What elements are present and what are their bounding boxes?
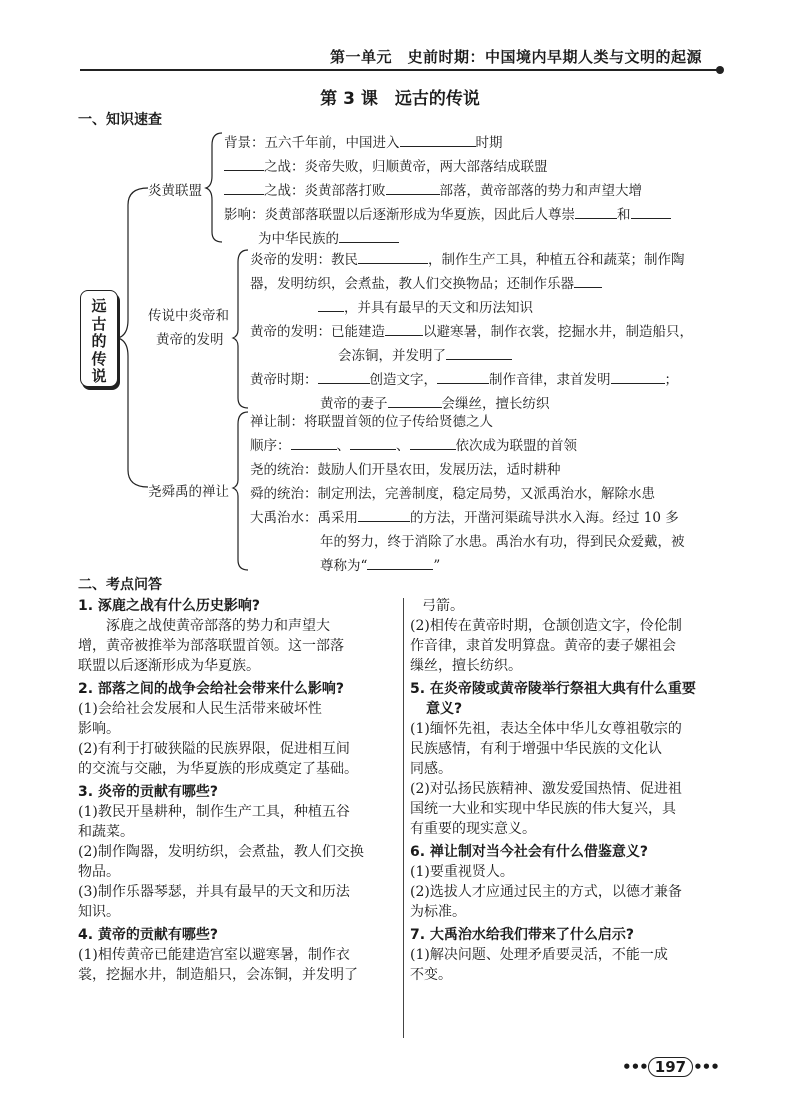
answer-line: 民族感情，有利于增强中华民族的文化认 [410,741,662,757]
branch-inventions-label-1: 传说中炎帝和 [148,308,229,324]
answer-line: (1)缅怀先祖，表达全体中华儿女尊祖敬宗的 [410,721,682,737]
blank-field[interactable] [575,204,617,219]
answer-line: (1)教民开垦耕种，制作生产工具，种植五谷 [78,804,350,820]
answer-line: (1)相传黄帝已能建造宫室以避寒暑，制作衣 [78,947,350,963]
column-divider [403,598,404,1038]
blank-field[interactable] [318,369,370,384]
question-5: 5. 在炎帝陵或黄帝陵举行祭祖大典有什么重要 [410,681,696,697]
answer-line: 弓箭。 [422,598,464,614]
answer-line: 不变。 [410,967,452,983]
blank-field[interactable] [400,132,476,147]
b3-line3: 尧的统治：鼓励人们开垦农田，发展历法，适时耕种 [250,462,561,478]
answer-line: 和蔬菜。 [78,824,134,840]
root-char-1: 远 [91,297,107,315]
b3-line5: 大禹治水：禹采用 的方法，开凿河渠疏导洪水入海。经过 10 多 [250,506,679,526]
root-char-3: 的 [91,332,107,350]
blank-field[interactable] [367,555,433,570]
blank-field[interactable] [385,321,423,336]
b3-line7: 尊称为“ ” [320,554,440,574]
answer-line: 物品。 [78,864,120,880]
branch-yanhuang-label: 炎黄联盟 [148,183,202,199]
page-number [622,1057,719,1077]
b2-line2: 器，发明纺织，会煮盐，教人们交换物品；还制作乐器 [250,272,602,292]
b2-line7: 黄帝的妻子 会缫丝，擅长纺织 [320,392,550,412]
unit-title: 第一单元 史前时期：中国境内早期人类与文明的起源 [329,48,702,66]
blank-field[interactable] [388,393,442,408]
blank-field[interactable] [339,228,399,243]
b2-line1: 炎帝的发明：教民 ，制作生产工具，种植五谷和蔬菜；制作陶 [250,248,685,268]
section-heading-knowledge: 一、知识速查 [78,112,162,128]
answer-line: 增，黄帝被推举为部落联盟首领。这一部落 [78,638,344,654]
answer-line: 涿鹿之战使黄帝部落的势力和声望大 [78,618,330,634]
answer-line: 国统一大业和实现中华民族的伟大复兴，具 [410,801,676,817]
b3-line6: 年的努力，终于消除了水患。禹治水有功，得到民众爱戴，被 [320,534,685,550]
b1-line4: 影响：炎黄部落联盟以后逐渐形成为华夏族，因此后人尊崇 和 [224,203,671,223]
answer-line: (1)解决问题、处理矛盾要灵活，不能一成 [410,947,668,963]
question-5-cont: 意义? [426,701,463,717]
blank-field[interactable] [350,435,396,450]
question-1: 1. 涿鹿之战有什么历史影响? [78,598,261,614]
blank-field[interactable] [291,435,337,450]
b1-line1: 背景：五六千年前，中国进入 时期 [224,131,503,151]
answer-line: 同感。 [410,761,452,777]
blank-field[interactable] [611,369,665,384]
b1-line3: 之战：炎黄部落打败 部落，黄帝部落的势力和声望大增 [224,179,642,199]
blank-field[interactable] [224,156,264,171]
answer-line: 影响。 [78,721,120,737]
page-dots-right: ••• [693,1058,719,1076]
section-heading-qa: 二、考点问答 [78,577,162,593]
blank-field[interactable] [631,204,671,219]
answer-line: 有重要的现实意义。 [410,821,536,837]
blank-field[interactable] [446,345,512,360]
b3-line1: 禅让制：将联盟首领的位子传给贤德之人 [250,414,493,430]
answer-line: (2)对弘扬民族精神、激发爱国热情、促进祖 [410,781,682,797]
page-number-box: 197 [648,1057,693,1077]
question-6: 6. 禅让制对当今社会有什么借鉴意义? [410,844,649,860]
answer-line: (2)选拔人才应通过民主的方式，以德才兼备 [410,884,682,900]
b2-line3: ，并具有最早的天文和历法知识 [318,296,533,316]
b1-line5: 为中华民族的 [258,227,399,247]
b2-line5: 会冻铜，并发明了 [338,344,512,364]
blank-field[interactable] [358,249,428,264]
blank-field[interactable] [410,435,456,450]
b3-line4: 舜的统治：制定刑法，完善制度，稳定局势，又派禹治水，解除水患 [250,486,655,502]
lesson-title: 第 3 课 远古的传说 [320,89,480,109]
root-char-4: 传 [91,349,107,368]
blank-field[interactable] [224,180,264,195]
root-topic-box [80,290,118,387]
answer-line: 的交流与交融，为华夏族的形成奠定了基础。 [78,761,358,777]
answer-line: (1)会给社会发展和人民生活带来破坏性 [78,701,322,717]
answer-line: 缫丝，擅长纺织。 [410,658,522,674]
branch-inventions-label-2: 黄帝的发明 [156,332,224,348]
question-7: 7. 大禹治水给我们带来了什么启示? [410,927,635,943]
question-2: 2. 部落之间的战争会给社会带来什么影响? [78,681,345,697]
qa-left-column [78,596,398,985]
answer-line: 知识。 [78,904,120,920]
blank-field[interactable] [386,180,440,195]
answer-line: (2)相传在黄帝时期，仓颉创造文字，伶伦制 [410,618,682,634]
blank-field[interactable] [358,507,410,522]
root-char-5: 说 [91,367,107,385]
blank-field[interactable] [574,273,602,288]
b3-line2: 顺序： 、 、 依次成为联盟的首领 [250,434,577,454]
answer-line: 联盟以后逐渐形成为华夏族。 [78,658,260,674]
answer-line: (2)制作陶器，发明纺织，会煮盐，教人们交换 [78,844,364,860]
question-4: 4. 黄帝的贡献有哪些? [78,927,219,943]
answer-line: 作音律，隶首发明算盘。黄帝的妻子嫘祖会 [410,638,676,654]
answer-line: (1)要重视贤人。 [410,864,514,880]
b2-line6: 黄帝时期： 创造文字， 制作音律，隶首发明 ； [250,368,678,388]
page-dots-left: ••• [622,1058,648,1076]
blank-field[interactable] [318,297,344,312]
question-3: 3. 炎帝的贡献有哪些? [78,784,219,800]
qa-right-column [410,596,730,985]
b2-line4: 黄帝的发明：已能建造 以避寒暑，制作衣裳，挖掘水井，制造船只， [250,320,693,340]
answer-line: 裳，挖掘水井，制造船只，会冻铜，并发明了 [78,967,358,983]
blank-field[interactable] [437,369,489,384]
answer-line: (2)有利于打破狭隘的民族界限，促进相互间 [78,741,350,757]
root-char-2: 古 [91,314,107,333]
answer-line: (3)制作乐器琴瑟，并具有最早的天文和历法 [78,884,350,900]
b1-line2: 之战：炎帝失败，归顺黄帝，两大部落结成联盟 [224,155,548,175]
branch-abdication-label: 尧舜禹的禅让 [148,484,229,500]
answer-line: 为标准。 [410,904,466,920]
